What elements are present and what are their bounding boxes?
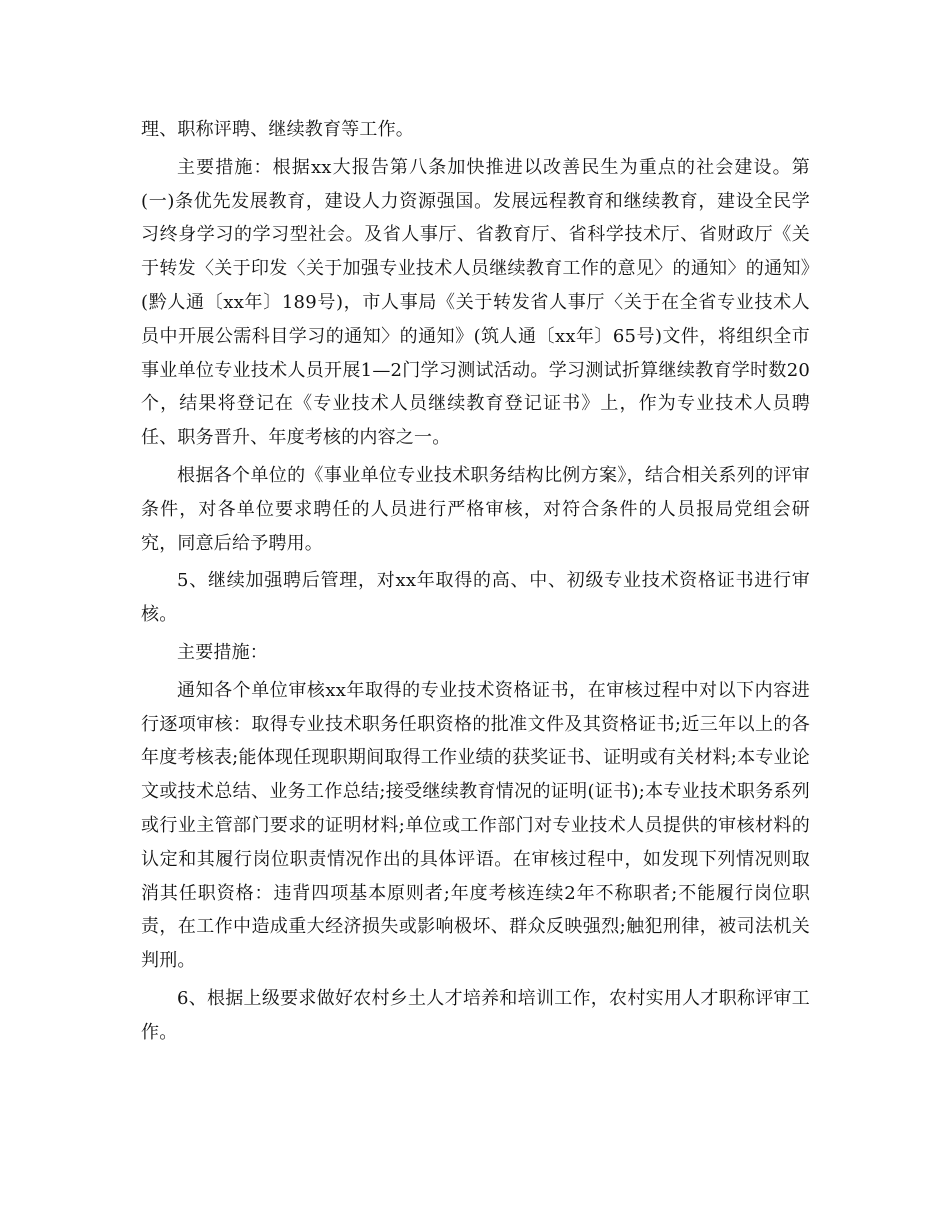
paragraph-3: 根据各个单位的《事业单位专业技术职务结构比例方案》，结合相关系列的评审条件，对各单位要求聘任的人员进行严格审核，对符合条件的人员报局党组会研究，同意后给予聘用。 [141,464,810,554]
paragraph-6: 通知各个单位审核xx年取得的专业技术资格证书，在审核过程中对以下内容进行逐项审核：取得专业技术职务任职资格的批准文件及其资格证书;近三年以上的各年度考核表;能体现任现职期间取得工作业绩的获奖证书、证明或有关材料;本专业论文或技术总结、业务工作总结;接受继续教育情况的证明(证书);本专业技术职务系列或行业主管部门要求的证明材料;单位或工作部门对专业技术人员提供的审核材料的认定和其履行岗位职责情况作出的具体评语。在审核过程中，如发现下列情况则取消其任职资格：违背四项基本原则者;年度考核连续2年不称职者;不能履行岗位职责，在工作中造成重大经济损失或影响极坏、群众反映强烈;触犯刑律，被司法机关判刑。 [141,679,810,972]
paragraph-7: 6、根据上级要求做好农村乡土人才培养和培训工作，农村实用人才职称评审工作。 [141,987,810,1043]
paragraph-2: 主要措施：根据xx大报告第八条加快推进以改善民生为重点的社会建设。第(一)条优先发展教育，建设人力资源强国。发展远程教育和继续教育，建设全民学习终身学习的学习型社会。及省人事厅、省教育厅、省科学技术厅、省财政厅《关于转发〈关于印发〈关于加强专业技术人员继续教育工作的意见〉的通知〉的通知》(黔人通〔xx年〕189号)，市人事局《关于转发省人事厅〈关于在全省专业技术人员中开展公需科目学习的通知〉的通知》(筑人通〔xx年〕65号)文件，将组织全市事业单位专业技术人员开展1—2门学习测试活动。学习测试折算继续教育学时数20个，结果将登记在《专业技术人员继续教育登记证书》上，作为专业技术人员聘任、职务晋升、年度考核的内容之一。 [141,156,810,449]
document-body [141,113,810,1054]
paragraph-4: 5、继续加强聘后管理，对xx年取得的高、中、初级专业技术资格证书进行审核。 [141,570,810,626]
paragraph-5: 主要措施： [177,641,268,663]
paragraph-1: 理、职称评聘、继续教育等工作。 [141,119,414,140]
